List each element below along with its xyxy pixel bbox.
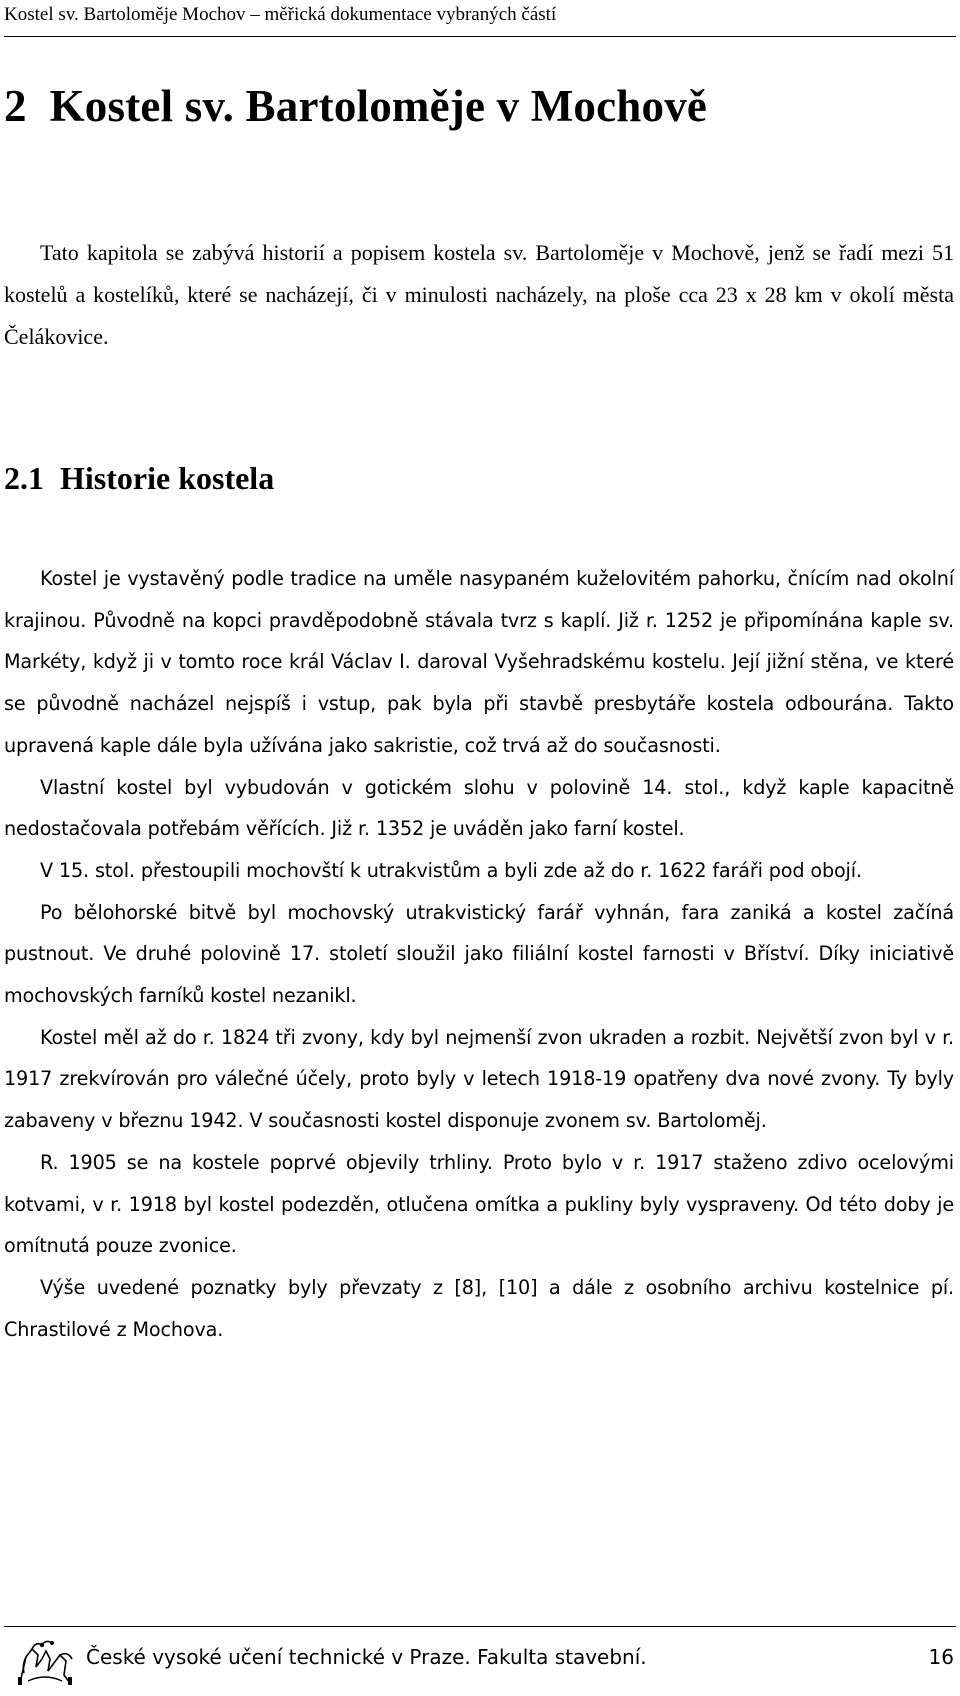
page-header bbox=[4, 0, 956, 37]
cvut-seal-icon bbox=[12, 1637, 78, 1687]
footer-institution: České vysoké učení technické v Praze. Fakulta stavební. bbox=[86, 1645, 647, 1669]
section-body bbox=[4, 558, 954, 1350]
chapter-intro bbox=[4, 232, 954, 358]
section-title: 2.1 Historie kostela bbox=[4, 460, 275, 496]
paragraph-3: V 15. stol. přestoupili mochovští k utrakvistům a byli zde až do r. 1622 faráři pod obojí. bbox=[40, 858, 862, 882]
paragraph-6: R. 1905 se na kostele poprvé objevily trhliny. Proto bylo v r. 1917 staženo zdivo ocelovými kotvami, v r. 1918 byl kostel podezděn, otlučena omítka a pukliny byly vyspraveny. Od této doby je omítnutá pouze zvonice. bbox=[4, 1150, 954, 1258]
paragraph-4: Po bělohorské bitvě byl mochovský utrakvistický farář vyhnán, fara zaniká a kostel začíná pustnout. Ve druhé polovině 17. století sloužil jako filiální kostel farnosti v Bříství. Díky iniciativě mochovských farníků kostel nezanikl. bbox=[4, 900, 954, 1008]
paragraph-7: Výše uvedené poznatky byly převzaty z [8], [10] a dále z osobního archivu kostelnice pí. Chrastilové z Mochova. bbox=[4, 1275, 954, 1341]
intro-paragraph: Tato kapitola se zabývá historií a popisem kostela sv. Bartoloměje v Mochově, jenž se řadí mezi 51 kostelů a kostelíků, které se nacházejí, či v minulosti nacházely, na ploše cca 23 x 28 km v okolí města Čelákovice. bbox=[4, 240, 954, 349]
page-footer bbox=[4, 1626, 956, 1687]
paragraph-1: Kostel je vystavěný podle tradice na uměle nasypaném kuželovitém pahorku, čnícím nad okolní krajinou. Původně na kopci pravděpodobně stávala tvrz s kaplí. Již r. 1252 je připomínána kaple sv. Markéty, když ji v tomto roce král Václav I. daroval Vyšehradskému kostelu. Její jižní stěna, ve které se původně nacházel nejspíš i vstup, pak byla při stavbě presbytáře kostela odbourána. Takto upravená kaple dále byla užívána jako sakristie, což trvá až do současnosti. bbox=[4, 567, 954, 757]
chapter-title: 2 Kostel sv. Bartoloměje v Mochově bbox=[4, 81, 708, 131]
page-number: 16 bbox=[928, 1645, 954, 1669]
paragraph-2: Vlastní kostel byl vybudován v gotickém slohu v polovině 14. stol., když kaple kapacitně nedostačovala potřebám věřících. Již r. 1352 je uváděn jako farní kostel. bbox=[4, 775, 954, 841]
running-title: Kostel sv. Bartoloměje Mochov – měřická dokumentace vybraných částí bbox=[4, 4, 557, 25]
paragraph-5: Kostel měl až do r. 1824 tři zvony, kdy byl nejmenší zvon ukraden a rozbit. Největší zvon byl v r. 1917 zrekvírován pro válečné účely, proto byly v letech 1918-19 opatřeny dva nové zvony. Ty byly zabaveny v březnu 1942. V současnosti kostel disponuje zvonem sv. Bartoloměj. bbox=[4, 1025, 954, 1133]
